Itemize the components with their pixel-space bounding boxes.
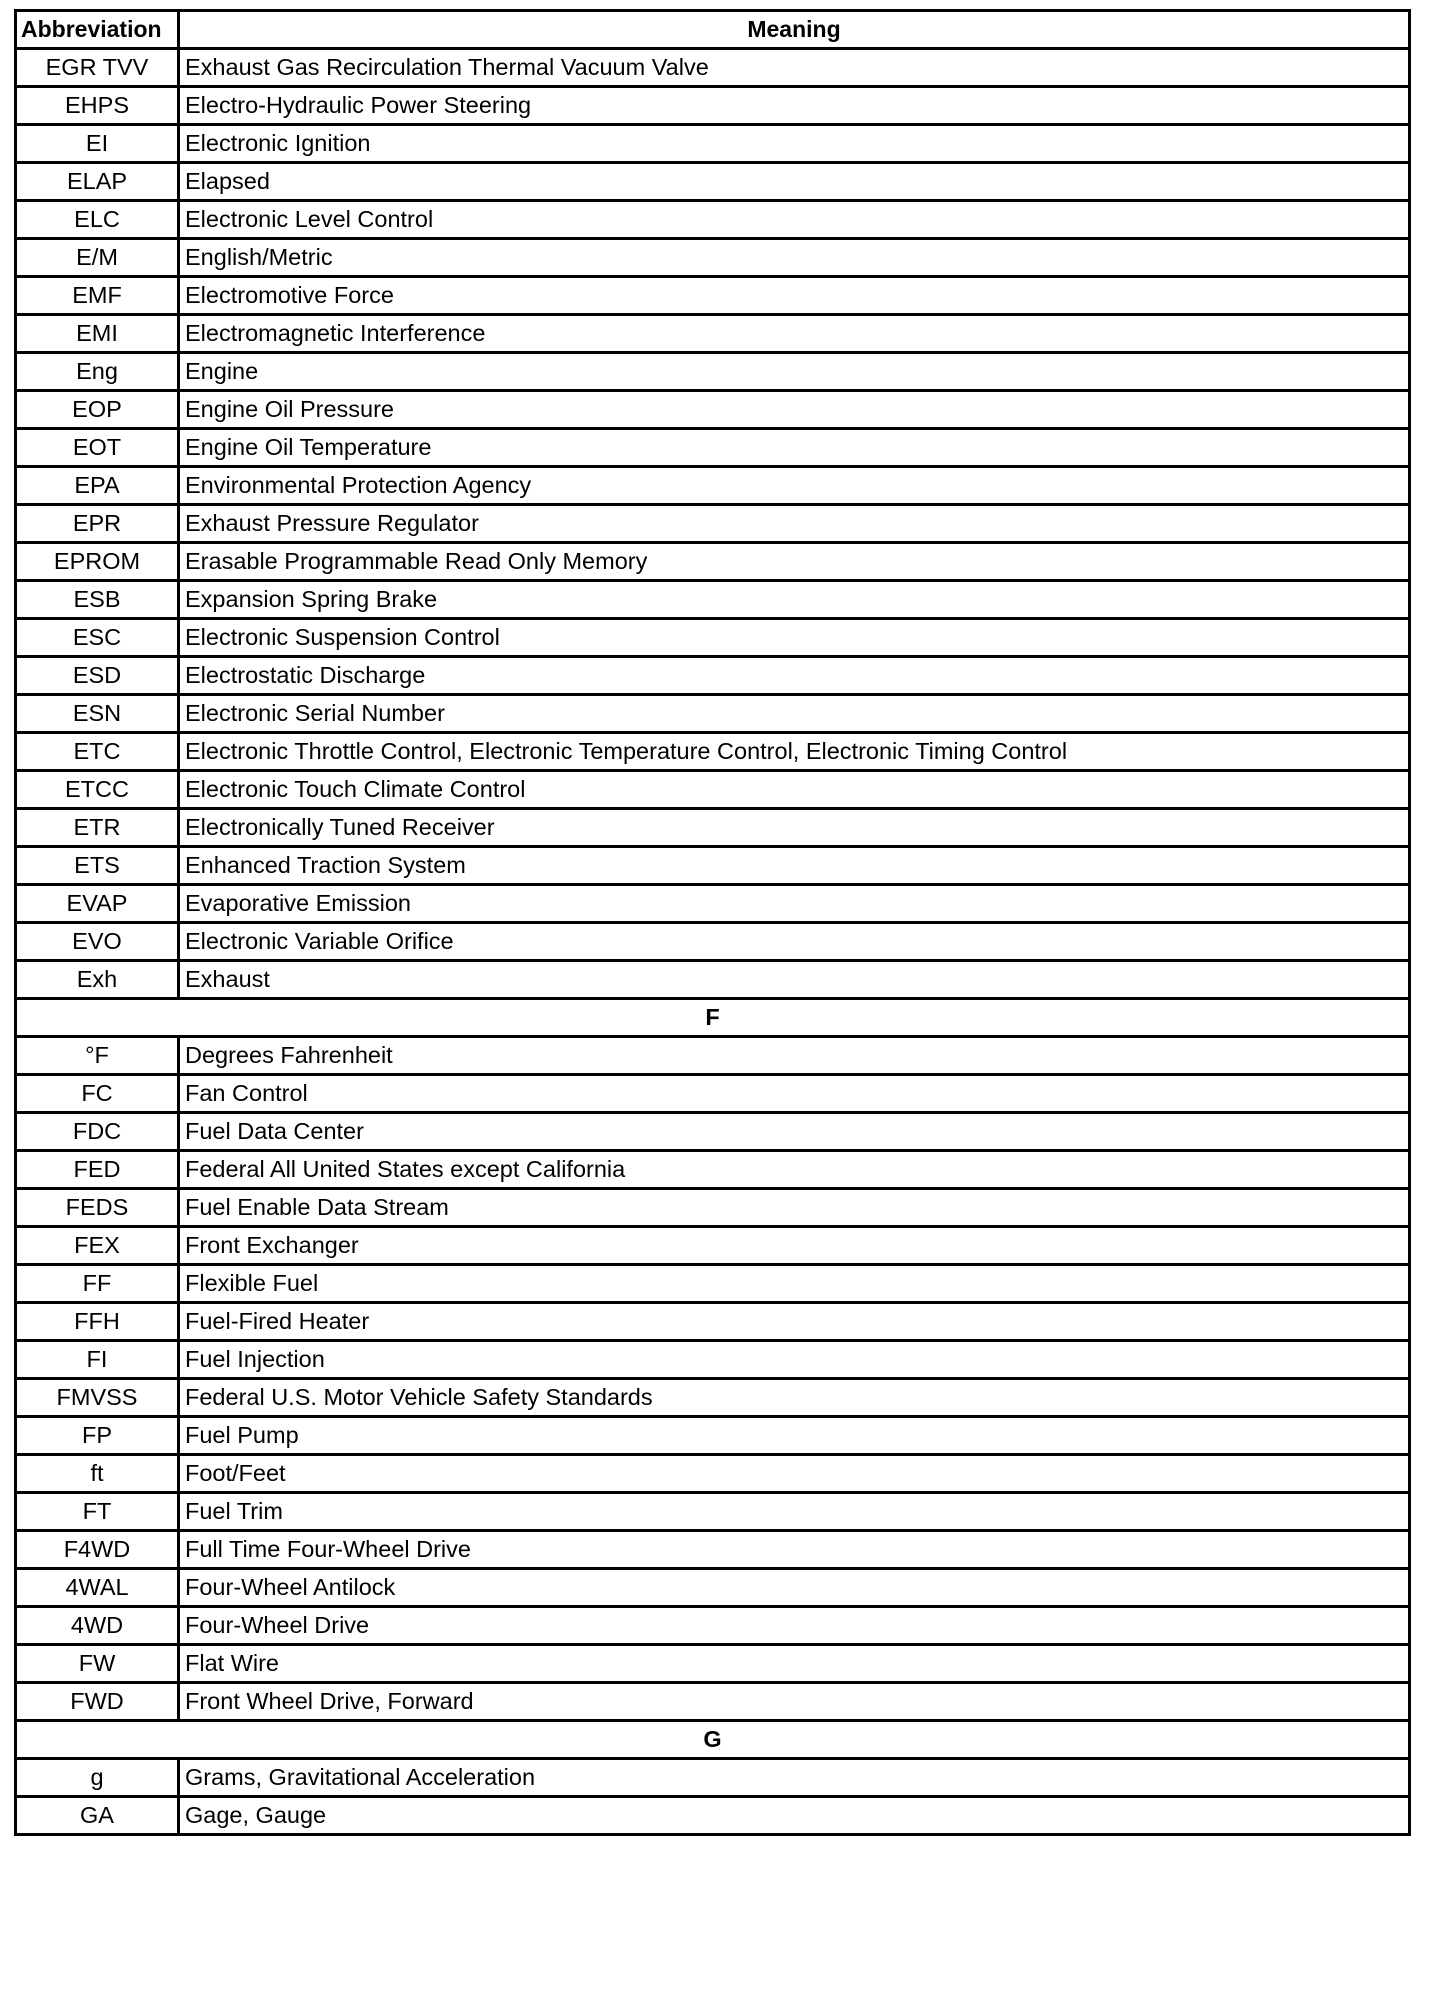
meaning-cell: Flexible Fuel bbox=[179, 1265, 1410, 1303]
table-row bbox=[16, 163, 1410, 201]
table-row bbox=[16, 1531, 1410, 1569]
table-row bbox=[16, 1759, 1410, 1797]
table-row bbox=[16, 1683, 1410, 1721]
meaning-cell: Electrostatic Discharge bbox=[179, 657, 1410, 695]
meaning-cell: Evaporative Emission bbox=[179, 885, 1410, 923]
table-row bbox=[16, 581, 1410, 619]
section-row bbox=[16, 999, 1410, 1037]
meaning-cell: Environmental Protection Agency bbox=[179, 467, 1410, 505]
abbreviation-cell: EPR bbox=[16, 505, 179, 543]
abbreviation-table bbox=[14, 9, 1411, 1836]
table-row bbox=[16, 1075, 1410, 1113]
abbreviation-cell: ETC bbox=[16, 733, 179, 771]
table-row bbox=[16, 1265, 1410, 1303]
abbreviation-cell: FI bbox=[16, 1341, 179, 1379]
table-row bbox=[16, 391, 1410, 429]
abbreviation-cell: ft bbox=[16, 1455, 179, 1493]
abbreviation-cell: EOT bbox=[16, 429, 179, 467]
meaning-cell: Engine Oil Temperature bbox=[179, 429, 1410, 467]
table-row bbox=[16, 505, 1410, 543]
meaning-cell: Exhaust Gas Recirculation Thermal Vacuum Valve bbox=[179, 49, 1410, 87]
meaning-cell: Fuel Trim bbox=[179, 1493, 1410, 1531]
abbreviation-cell: E/M bbox=[16, 239, 179, 277]
abbreviation-cell: FF bbox=[16, 1265, 179, 1303]
table-row bbox=[16, 315, 1410, 353]
meaning-cell: Federal All United States except California bbox=[179, 1151, 1410, 1189]
abbreviation-cell: F4WD bbox=[16, 1531, 179, 1569]
abbreviation-cell: Exh bbox=[16, 961, 179, 999]
table-row bbox=[16, 885, 1410, 923]
table-row bbox=[16, 1037, 1410, 1075]
meaning-cell: Exhaust Pressure Regulator bbox=[179, 505, 1410, 543]
table-row bbox=[16, 1645, 1410, 1683]
table-row bbox=[16, 923, 1410, 961]
abbreviation-cell: ETR bbox=[16, 809, 179, 847]
meaning-cell: Federal U.S. Motor Vehicle Safety Standards bbox=[179, 1379, 1410, 1417]
meaning-cell: Four-Wheel Antilock bbox=[179, 1569, 1410, 1607]
abbreviation-cell: EGR TVV bbox=[16, 49, 179, 87]
abbreviation-cell: ESD bbox=[16, 657, 179, 695]
abbreviation-cell: FP bbox=[16, 1417, 179, 1455]
meaning-cell: Fuel Pump bbox=[179, 1417, 1410, 1455]
meaning-cell: Foot/Feet bbox=[179, 1455, 1410, 1493]
meaning-cell: Degrees Fahrenheit bbox=[179, 1037, 1410, 1075]
abbreviation-cell: 4WAL bbox=[16, 1569, 179, 1607]
section-letter: G bbox=[16, 1721, 1410, 1759]
meaning-cell: Grams, Gravitational Acceleration bbox=[179, 1759, 1410, 1797]
table-row bbox=[16, 1607, 1410, 1645]
meaning-cell: Electronic Touch Climate Control bbox=[179, 771, 1410, 809]
table-row bbox=[16, 961, 1410, 999]
abbreviation-cell: FEDS bbox=[16, 1189, 179, 1227]
abbreviation-sheet bbox=[14, 9, 1408, 1836]
abbreviation-cell: GA bbox=[16, 1797, 179, 1835]
meaning-cell: Four-Wheel Drive bbox=[179, 1607, 1410, 1645]
table-row bbox=[16, 847, 1410, 885]
abbreviation-cell: FW bbox=[16, 1645, 179, 1683]
meaning-cell: Fuel Injection bbox=[179, 1341, 1410, 1379]
table-row bbox=[16, 1303, 1410, 1341]
table-row bbox=[16, 1417, 1410, 1455]
meaning-cell: Front Wheel Drive, Forward bbox=[179, 1683, 1410, 1721]
meaning-cell: Fuel Enable Data Stream bbox=[179, 1189, 1410, 1227]
table-row bbox=[16, 1797, 1410, 1835]
table-body bbox=[16, 49, 1410, 1835]
table-row bbox=[16, 239, 1410, 277]
meaning-cell: Electro-Hydraulic Power Steering bbox=[179, 87, 1410, 125]
meaning-cell: Electronic Serial Number bbox=[179, 695, 1410, 733]
table-row bbox=[16, 771, 1410, 809]
table-row bbox=[16, 1455, 1410, 1493]
meaning-cell: Front Exchanger bbox=[179, 1227, 1410, 1265]
table-row bbox=[16, 125, 1410, 163]
meaning-cell: Engine Oil Pressure bbox=[179, 391, 1410, 429]
abbreviation-cell: FT bbox=[16, 1493, 179, 1531]
abbreviation-cell: ETCC bbox=[16, 771, 179, 809]
table-row bbox=[16, 429, 1410, 467]
abbreviation-cell: ELC bbox=[16, 201, 179, 239]
abbreviation-cell: EHPS bbox=[16, 87, 179, 125]
meaning-cell: Electromagnetic Interference bbox=[179, 315, 1410, 353]
meaning-cell: Flat Wire bbox=[179, 1645, 1410, 1683]
table-row bbox=[16, 353, 1410, 391]
column-header-abbreviation: Abbreviation bbox=[16, 11, 179, 49]
table-row bbox=[16, 809, 1410, 847]
table-row bbox=[16, 467, 1410, 505]
meaning-cell: Engine bbox=[179, 353, 1410, 391]
meaning-cell: Electronic Variable Orifice bbox=[179, 923, 1410, 961]
meaning-cell: Enhanced Traction System bbox=[179, 847, 1410, 885]
abbreviation-cell: ESN bbox=[16, 695, 179, 733]
table-row bbox=[16, 201, 1410, 239]
abbreviation-cell: FWD bbox=[16, 1683, 179, 1721]
abbreviation-cell: ESB bbox=[16, 581, 179, 619]
table-row bbox=[16, 1569, 1410, 1607]
abbreviation-cell: Eng bbox=[16, 353, 179, 391]
meaning-cell: Electronic Ignition bbox=[179, 125, 1410, 163]
table-row bbox=[16, 49, 1410, 87]
table-row bbox=[16, 1227, 1410, 1265]
abbreviation-cell: FFH bbox=[16, 1303, 179, 1341]
meaning-cell: Expansion Spring Brake bbox=[179, 581, 1410, 619]
abbreviation-cell: FEX bbox=[16, 1227, 179, 1265]
meaning-cell: Electronically Tuned Receiver bbox=[179, 809, 1410, 847]
meaning-cell: Electronic Level Control bbox=[179, 201, 1410, 239]
abbreviation-cell: ESC bbox=[16, 619, 179, 657]
abbreviation-cell: EMF bbox=[16, 277, 179, 315]
abbreviation-cell: EVAP bbox=[16, 885, 179, 923]
table-row bbox=[16, 619, 1410, 657]
meaning-cell: Full Time Four-Wheel Drive bbox=[179, 1531, 1410, 1569]
abbreviation-cell: EPA bbox=[16, 467, 179, 505]
table-row bbox=[16, 87, 1410, 125]
table-row bbox=[16, 1189, 1410, 1227]
abbreviation-cell: EMI bbox=[16, 315, 179, 353]
abbreviation-cell: ELAP bbox=[16, 163, 179, 201]
table-row bbox=[16, 657, 1410, 695]
table-row bbox=[16, 1379, 1410, 1417]
meaning-cell: Electronic Suspension Control bbox=[179, 619, 1410, 657]
abbreviation-cell: EOP bbox=[16, 391, 179, 429]
table-row bbox=[16, 1341, 1410, 1379]
table-header-row bbox=[16, 11, 1410, 49]
table-row bbox=[16, 1151, 1410, 1189]
table-row bbox=[16, 543, 1410, 581]
abbreviation-cell: EI bbox=[16, 125, 179, 163]
meaning-cell: Exhaust bbox=[179, 961, 1410, 999]
abbreviation-cell: °F bbox=[16, 1037, 179, 1075]
abbreviation-cell: ETS bbox=[16, 847, 179, 885]
abbreviation-cell: EVO bbox=[16, 923, 179, 961]
column-header-meaning: Meaning bbox=[179, 11, 1410, 49]
table-row bbox=[16, 695, 1410, 733]
abbreviation-cell: 4WD bbox=[16, 1607, 179, 1645]
meaning-cell: Electronic Throttle Control, Electronic Temperature Control, Electronic Timing Control bbox=[179, 733, 1410, 771]
abbreviation-cell: FED bbox=[16, 1151, 179, 1189]
abbreviation-cell: FC bbox=[16, 1075, 179, 1113]
section-letter: F bbox=[16, 999, 1410, 1037]
abbreviation-cell: EPROM bbox=[16, 543, 179, 581]
meaning-cell: Elapsed bbox=[179, 163, 1410, 201]
meaning-cell: Erasable Programmable Read Only Memory bbox=[179, 543, 1410, 581]
section-row bbox=[16, 1721, 1410, 1759]
abbreviation-cell: FMVSS bbox=[16, 1379, 179, 1417]
table-row bbox=[16, 277, 1410, 315]
meaning-cell: Fuel Data Center bbox=[179, 1113, 1410, 1151]
meaning-cell: English/Metric bbox=[179, 239, 1410, 277]
table-row bbox=[16, 1493, 1410, 1531]
abbreviation-cell: g bbox=[16, 1759, 179, 1797]
meaning-cell: Fuel-Fired Heater bbox=[179, 1303, 1410, 1341]
meaning-cell: Gage, Gauge bbox=[179, 1797, 1410, 1835]
abbreviation-cell: FDC bbox=[16, 1113, 179, 1151]
table-row bbox=[16, 1113, 1410, 1151]
table-row bbox=[16, 733, 1410, 771]
meaning-cell: Electromotive Force bbox=[179, 277, 1410, 315]
meaning-cell: Fan Control bbox=[179, 1075, 1410, 1113]
